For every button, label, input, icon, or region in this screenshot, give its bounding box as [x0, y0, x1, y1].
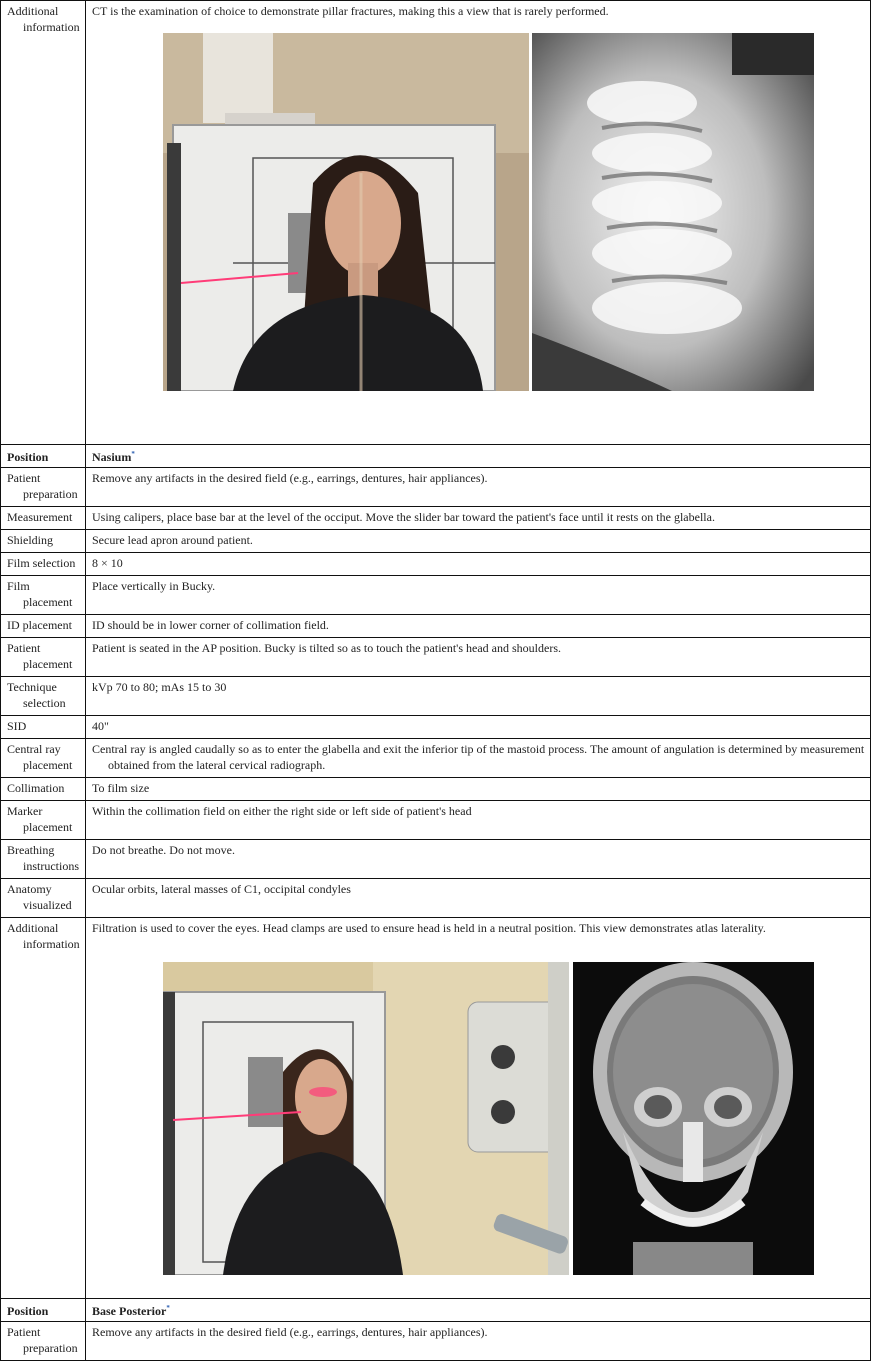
row-value: Filtration is used to cover the eyes. Head clamps are used to ensure head is held in a neutral position. This view demonstrates atlas laterality.: [92, 921, 766, 935]
row-value: Do not breathe. Do not move.: [92, 843, 235, 857]
patient-seated-ap-photo: [163, 962, 569, 1275]
reference-mark[interactable]: *: [166, 1304, 170, 1312]
position-header-row: [1, 1299, 871, 1322]
value-text: CT is the examination of choice to demonstrate pillar fractures, making this a view that is rarely performed.: [92, 4, 609, 18]
position-name: Nasium*: [86, 445, 871, 468]
label-text: Additional information: [7, 4, 80, 34]
row-label: Anatomy visualized: [7, 882, 72, 912]
row-label: [1, 1, 86, 445]
row-value: Ocular orbits, lateral masses of C1, occipital condyles: [92, 882, 351, 896]
table-row: [1, 530, 871, 553]
table-row: [1, 507, 871, 530]
table-row: [1, 677, 871, 716]
row-value: Remove any artifacts in the desired field (e.g., earrings, dentures, hair appliances).: [92, 471, 488, 485]
row-label: Additional information: [7, 921, 80, 951]
table-row: [1, 739, 871, 778]
row-label: Film selection: [7, 556, 76, 570]
table-row: [1, 716, 871, 739]
table-row: [1, 879, 871, 918]
table-row: [1, 1322, 871, 1361]
row-value: [86, 1, 871, 445]
row-label: Central ray placement: [7, 742, 73, 772]
position-name: Base Posterior*: [86, 1299, 871, 1322]
table-row: [1, 801, 871, 840]
row-label: Technique selection: [7, 680, 66, 710]
row-label: Patient preparation: [7, 1325, 78, 1355]
row-label: Shielding: [7, 533, 54, 547]
row-label: Patient placement: [7, 641, 73, 671]
row-value: Patient is seated in the AP position. Bucky is tilted so as to touch the patient's head and shoulders.: [92, 641, 561, 655]
row-label: Breathing instructions: [7, 843, 79, 873]
position-header-row: [1, 445, 871, 468]
reference-mark[interactable]: *: [131, 450, 135, 458]
table-row: [1, 615, 871, 638]
row-value: ID should be in lower corner of collimation field.: [92, 618, 329, 632]
row-value: Secure lead apron around patient.: [92, 533, 253, 547]
table-row: [1, 553, 871, 576]
row-value: Remove any artifacts in the desired field (e.g., earrings, dentures, hair appliances).: [92, 1325, 488, 1339]
table-row: [1, 778, 871, 801]
pillar-figure: [92, 19, 865, 407]
row-value: Within the collimation field on either the right side or left side of patient's head: [92, 804, 472, 818]
row-value: Place vertically in Bucky.: [92, 579, 216, 593]
row-label: Marker placement: [7, 804, 73, 834]
row-value: 8 × 10: [92, 556, 123, 570]
table-row: [1, 576, 871, 615]
skull-ap-radiograph: [573, 962, 814, 1275]
table-row: [1, 638, 871, 677]
position-label: Position: [1, 445, 86, 468]
row-label: Patient preparation: [7, 471, 78, 501]
table-row: [1, 918, 871, 1299]
row-label: Film placement: [7, 579, 73, 609]
table-row: [1, 1, 871, 445]
row-value: 40": [92, 719, 109, 733]
row-value: Central ray is angled caudally so as to enter the glabella and exit the inferior tip of the mastoid process. The amount of angulation is determined by measurement obtained from the lateral cervical radiograph.: [92, 742, 865, 772]
patient-positioning-photo: [163, 33, 529, 391]
cervical-pillar-radiograph: [532, 33, 814, 391]
nasium-figure: [92, 936, 865, 1278]
row-value: To film size: [92, 781, 150, 795]
row-label: ID placement: [7, 618, 72, 632]
row-label: SID: [7, 719, 27, 733]
row-label: Measurement: [7, 510, 73, 524]
row-value: Using calipers, place base bar at the level of the occiput. Move the slider bar toward the patient's face until it rests on the glabella.: [92, 510, 715, 524]
table-row: [1, 468, 871, 507]
row-value: kVp 70 to 80; mAs 15 to 30: [92, 680, 227, 694]
position-label: Position: [1, 1299, 86, 1322]
table-row: [1, 840, 871, 879]
row-label: Collimation: [7, 781, 65, 795]
